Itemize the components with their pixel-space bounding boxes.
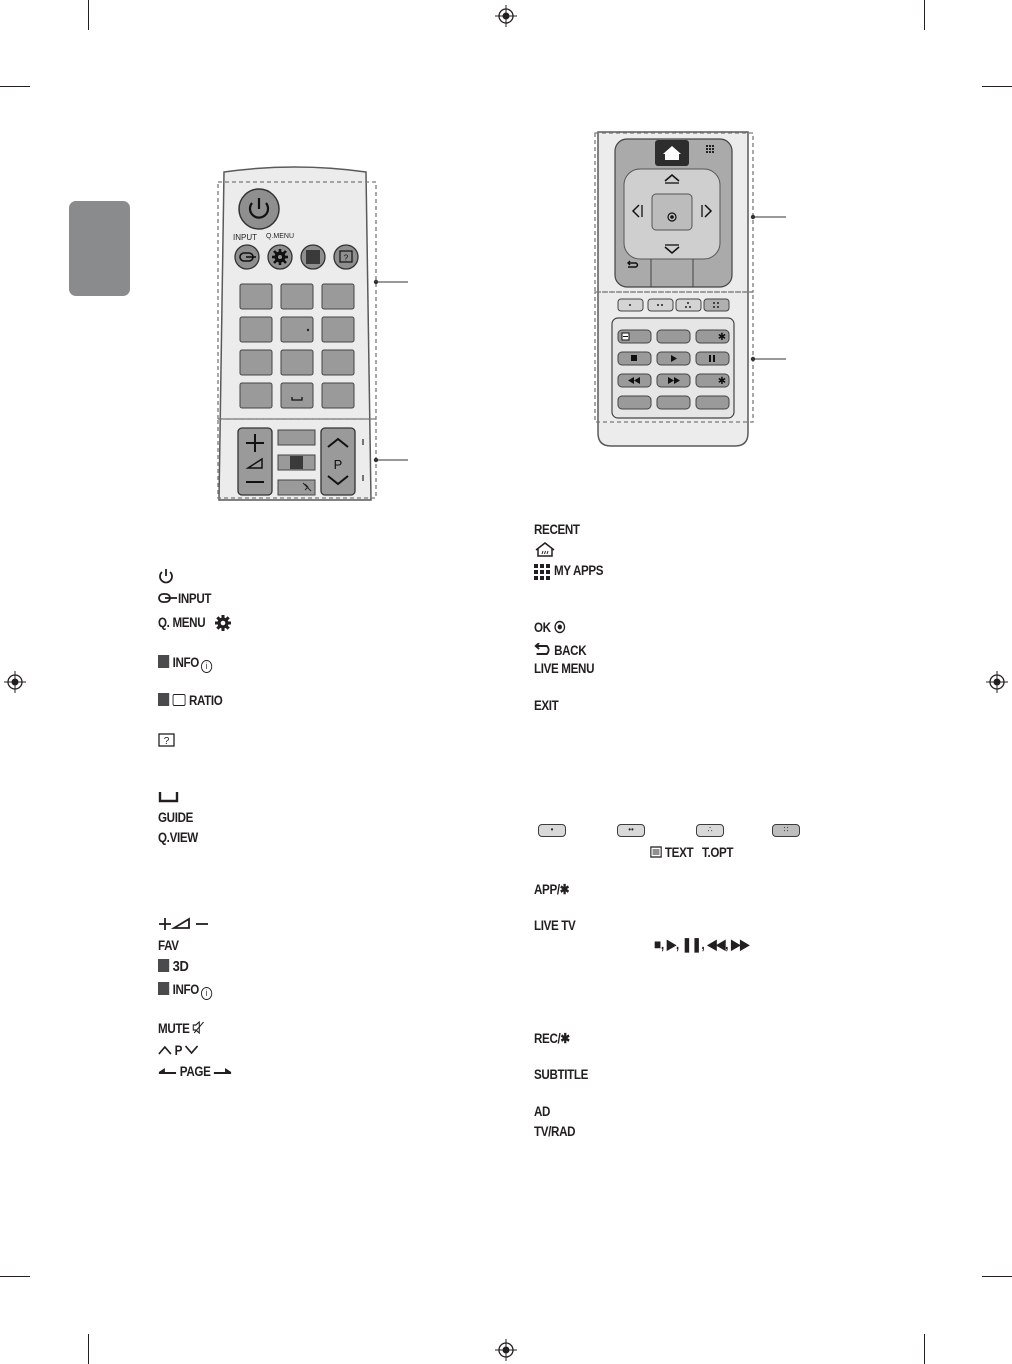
- chevron-up-icon: [158, 1045, 172, 1055]
- legend-ok-text: OK: [534, 620, 551, 635]
- legend-text: [650, 845, 693, 861]
- space-icon: [158, 790, 180, 804]
- page-right-icon: [213, 1067, 232, 1075]
- legend-info2-text: INFO: [172, 982, 199, 997]
- svg-text:✱: ✱: [717, 376, 727, 387]
- legend-exit: EXIT: [534, 698, 559, 713]
- legend-qmenu: Q. MENU: [158, 615, 206, 630]
- legend-tv-rad: TV/RAD: [534, 1124, 576, 1139]
- legend-topt: T.OPT: [702, 845, 734, 860]
- svg-text:✱: ✱: [717, 332, 727, 343]
- legend-live-tv: LIVE TV: [534, 918, 576, 933]
- registration-mark: [495, 5, 517, 27]
- legend-ok: [534, 620, 566, 636]
- svg-text:?: ?: [343, 253, 349, 263]
- registration-mark: [4, 671, 26, 693]
- legend-ad: AD: [534, 1104, 551, 1119]
- remote-qmenu-label: Q.MENU: [266, 233, 294, 240]
- legend-info: [158, 655, 212, 673]
- legend-info2: [158, 982, 212, 1000]
- input-icon: [158, 592, 178, 604]
- legend-p: [158, 1043, 199, 1059]
- crop-mark: [982, 1276, 1012, 1277]
- registration-mark: [986, 671, 1008, 693]
- legend-subtitle: SUBTITLE: [534, 1067, 589, 1082]
- legend-ratio: [158, 693, 223, 709]
- legend-playback: ■, ▶, ❚❚, ◀◀, ▶▶: [654, 936, 750, 952]
- gear-icon: [272, 249, 288, 265]
- legend-app: APP/✱: [534, 882, 570, 897]
- legend-back: [534, 643, 586, 659]
- remote-illustration-top: [210, 160, 420, 502]
- power-icon: [239, 189, 279, 229]
- ok-icon: [554, 620, 566, 634]
- yellow-button-icon: ∴: [696, 824, 724, 837]
- green-button-icon: ••: [617, 824, 645, 837]
- volume-icon: [158, 917, 210, 931]
- home-icon: [655, 140, 689, 166]
- registration-mark: [495, 1339, 517, 1361]
- legend-live-menu: LIVE MENU: [534, 661, 595, 676]
- legend-input: INPUT: [178, 591, 212, 606]
- blue-button-icon: ∷: [772, 824, 800, 837]
- power-icon: [158, 568, 174, 585]
- legend-fav: FAV: [158, 938, 179, 953]
- color-square-icon: [158, 655, 169, 668]
- text-help-icon: [158, 732, 176, 748]
- chevron-down-icon: [185, 1045, 199, 1055]
- legend-p-text: P: [174, 1043, 182, 1058]
- apps-grid-icon: [534, 564, 550, 580]
- color-square-icon: [158, 982, 169, 995]
- crop-mark: [0, 86, 30, 87]
- red-button-icon: •: [538, 824, 566, 837]
- ratio-icon: [173, 694, 186, 706]
- info-icon: i: [201, 660, 212, 673]
- legend-page: [158, 1064, 232, 1080]
- legend-guide: GUIDE: [158, 810, 194, 825]
- crop-mark: [924, 0, 925, 30]
- legend-my-apps: MY APPS: [554, 563, 604, 578]
- info-icon: i: [201, 987, 212, 1000]
- legend-rec: REC/✱: [534, 1031, 570, 1046]
- legend-3d: [158, 959, 188, 975]
- legend-info-text: INFO: [172, 655, 199, 670]
- legend-qview: Q.VIEW: [158, 830, 198, 845]
- remote-illustration-bottom: [590, 128, 800, 452]
- teletext-icon: [650, 846, 662, 858]
- crop-mark: [982, 86, 1012, 87]
- color-square-icon: [158, 959, 169, 972]
- remote-input-label: INPUT: [233, 233, 257, 242]
- crop-mark: [0, 1276, 30, 1277]
- legend-text-text: TEXT: [664, 845, 694, 860]
- gear-icon: [214, 614, 232, 632]
- apps-grid-icon: [706, 145, 714, 153]
- mute-icon: [192, 1021, 204, 1034]
- p-label: P: [333, 457, 343, 472]
- language-tab: [69, 201, 130, 296]
- crop-mark: [88, 0, 89, 30]
- crop-mark: [924, 1334, 925, 1364]
- svg-text:?: ?: [163, 736, 170, 747]
- home-icon: [534, 542, 556, 558]
- page-left-icon: [158, 1067, 177, 1075]
- back-icon: [534, 643, 551, 656]
- legend-ratio-text: RATIO: [188, 693, 223, 708]
- legend-mute-text: MUTE: [158, 1021, 190, 1036]
- legend-recent: RECENT: [534, 522, 580, 537]
- legend-mute: [158, 1021, 204, 1037]
- crop-mark: [88, 1334, 89, 1364]
- legend-page-text: PAGE: [179, 1064, 211, 1079]
- color-square-icon: [158, 693, 169, 706]
- legend-back-text: BACK: [554, 643, 587, 658]
- legend-3d-text: 3D: [172, 958, 189, 975]
